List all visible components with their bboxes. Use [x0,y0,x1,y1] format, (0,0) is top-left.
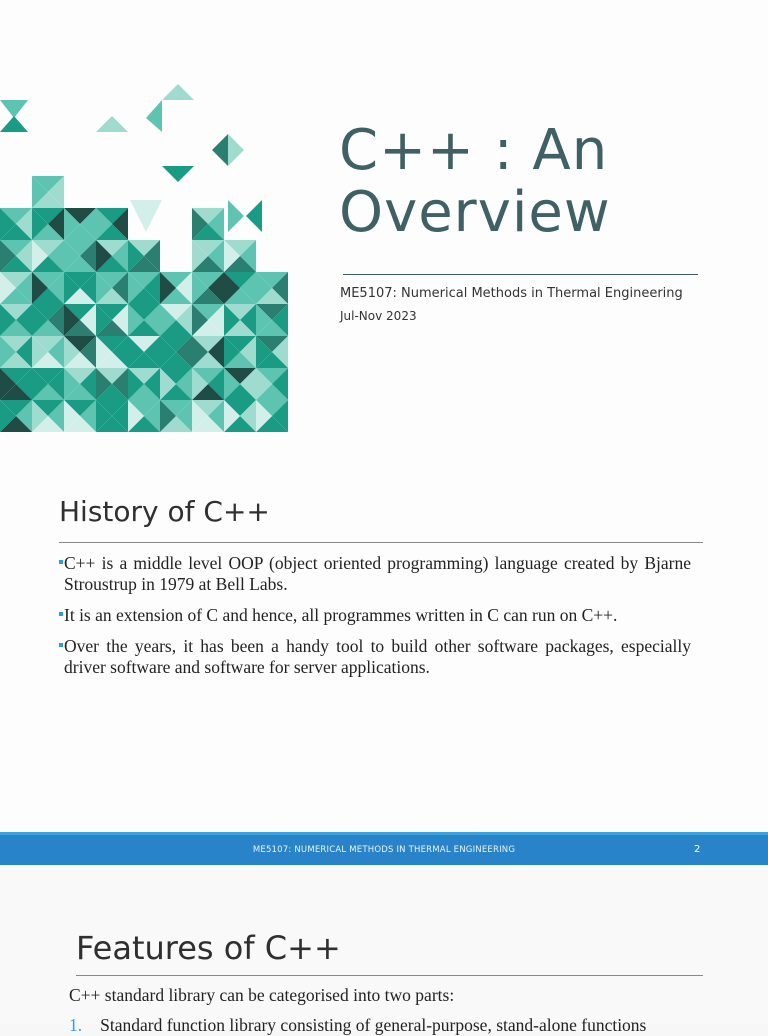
footer-course-name: ME5107: NUMERICAL METHODS IN THERMAL ENGINEERING [252,845,516,855]
title-divider [343,274,698,275]
course-date: Jul-Nov 2023 [340,309,417,323]
heading-divider [76,975,703,976]
list-item-text: Standard function library consisting of general-purpose, stand-alone functions [100,1015,647,1035]
slide-footer-bar [0,832,768,868]
mosaic-triangle [212,134,228,166]
square-bullet-icon [59,643,63,647]
bullet-text: It is an extension of C and hence, all programmes written in C can run on C++. [64,605,618,625]
course-subtitle: ME5107: Numerical Methods in Thermal Engineering [340,286,683,301]
mosaic-triangle [0,100,28,118]
triangle-mosaic-decoration [0,80,292,435]
page-number: 2 [694,844,701,855]
mosaic-triangle [228,134,244,166]
bullet-item [59,605,691,626]
history-slide [0,465,768,865]
mosaic-triangle [96,116,128,132]
bullet-text: Over the years, it has been a handy tool to build other software packages, especially driver software and software for server applications. [64,636,691,677]
bullet-text: C++ is a middle level OOP (object oriented programming) language created by Bjarne Stroustrup in 1979 at Bell Labs. [64,553,691,594]
presentation-title [339,120,611,244]
square-bullet-icon [59,560,63,564]
mosaic-triangle [130,200,162,232]
title-slide [0,0,768,465]
bullet-item [59,553,691,595]
features-list-item-partial [69,1015,709,1035]
mosaic-triangle [162,84,194,100]
mosaic-triangle [0,116,28,132]
square-bullet-icon [59,612,63,616]
mosaic-triangle [246,200,262,232]
features-slide [0,865,768,1035]
features-intro: C++ standard library can be categorised into two parts: [69,985,455,1005]
features-heading: Features of C++ [76,929,341,967]
history-heading: History of C++ [59,495,270,528]
mosaic-triangle [146,100,162,132]
mosaic-triangle [228,200,244,232]
title-line-2: Overview [339,180,611,245]
bullet-item [59,636,691,678]
title-line-1: C++ : An [339,118,609,183]
heading-divider [59,542,703,543]
list-number: 1. [69,1015,83,1035]
history-bullet-list [59,553,691,688]
mosaic-triangle [162,166,194,182]
